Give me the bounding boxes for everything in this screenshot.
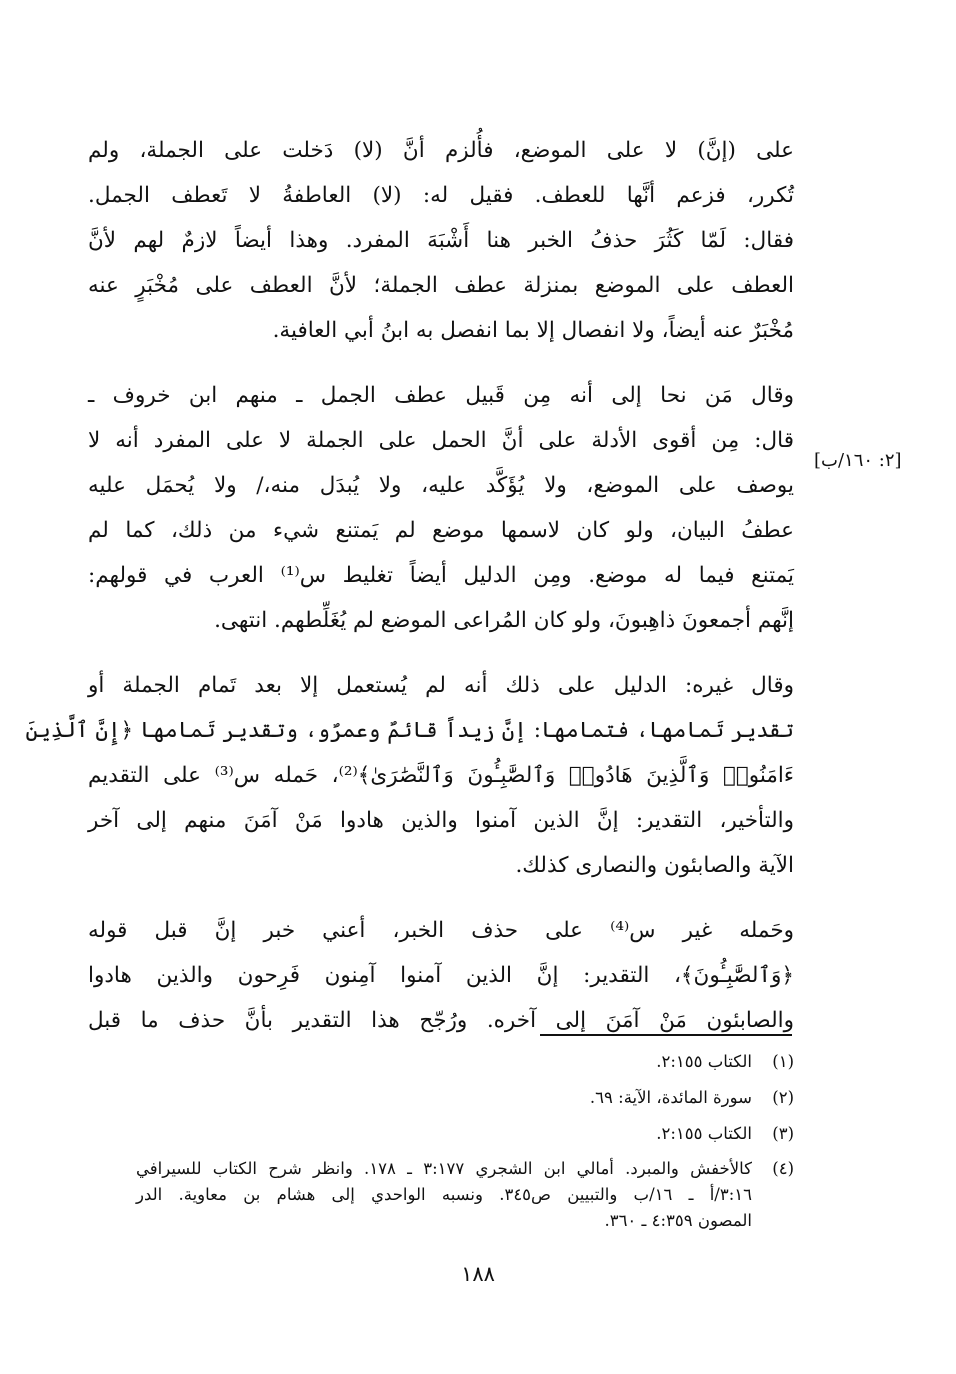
footnote-text: كالأخفش والمبرد. أمالي ابن الشجري ٣:١٧٧ ـ ١٧٨. وانظر شرح الكتاب للسيرافي [136, 1159, 752, 1178]
text-line: فقال: لَمّا كَثُرَ حذفُ الخبر هنا أَشْبَهَ المفرد. وهذا أيضاً لازمٌ لهم لأنَّ [88, 228, 794, 253]
text-line: ءَامَنُوا۟ وَٱلَّذِينَ هَادُوا۟ وَٱلصَّٰبِـُٔونَ وَٱلنَّصَٰرَىٰ﴾⁽²⁾، حَمله س⁽³⁾ على التقديم [88, 763, 794, 788]
text-line: تُكرر، فزعم أنَّها للعطف. فقيل له: (لا) العاطفةُ لا تَعطف الجمل. [88, 183, 794, 208]
text-line: العطف على الموضع بمنزلة عطف الجملة؛ لأنَّ العطف على مُخْبَرٍ عنه [88, 273, 794, 298]
footnote [136, 1116, 794, 1152]
footnote [136, 1044, 794, 1080]
text-line: مُخْبَرٌ عنه أيضاً، ولا انفصال إلا بما انفصل به ابنُ أبي العافية. [272, 318, 794, 343]
paragraph-4 [88, 908, 794, 1043]
footnote [136, 1080, 794, 1116]
footnote-text: المصون ٤:٣٥٩ ـ ٣٦٠. [604, 1211, 752, 1230]
footnote-divider [540, 1034, 792, 1036]
paragraph-1 [88, 128, 794, 353]
text-line: قال: مِن أقوى الأدلة على أنَّ الحمل على الجملة لا على المفرد أنه لا [88, 428, 794, 453]
footnote-number: (٣) [772, 1124, 794, 1143]
margin-folio-reference: [٢: ١٦٠/ب] [814, 450, 902, 471]
footnote-number: (١) [772, 1052, 794, 1071]
footnote-text: الكتاب ٢:١٥٥. [656, 1124, 752, 1143]
main-text [25, 128, 795, 1043]
text-line: على (إنَّ) لا على الموضع، فأُلزم أنَّ (لا) دَخلت على الجملة، ولم [88, 138, 794, 163]
text-line: تقدير تَمامها، فتمامها: إنَّ زيداً قائمٌ وعمرٌو، وتقدير تَمامها ﴿إِنَّ ٱلَّذِينَ [25, 718, 794, 743]
footnotes [136, 1044, 794, 1234]
footnote-text: ٣:١٦/أ ـ ١٦/ب والتبيين ص٣٤٥. ونسبه الواحدي إلى هشام بن معاوية. الدر [136, 1185, 752, 1204]
page-number: ١٨٨ [461, 1262, 495, 1286]
text-line: يوصف على الموضع، ولا يُؤَكَّد عليه، ولا يُبدَل منه،/ ولا يُحمَل عليه [88, 473, 794, 498]
footnote-number: (٢) [772, 1088, 794, 1107]
text-line: ﴿وَٱلصَّٰبِـُٔونَ﴾، التقدير: إنَّ الذين آمنوا آمِنون فَرِحون والذين هادوا [88, 963, 794, 988]
text-line: إنَّهم أجمعونَ ذاهِبونَ، ولو كان المُراعى الموضع لم يُغَلِّطهم. انتهى. [214, 608, 794, 633]
footnote-text: سورة المائدة، الآية: ٦٩. [589, 1088, 752, 1107]
text-line: وحَمله غير س⁽⁴⁾ على حذف الخبر، أعني خبر إنَّ قبل قوله [88, 918, 795, 943]
text-line: وقال غيره: الدليل على ذلك أنه لم يُستعمل إلا بعد تَمام الجملة أو [88, 673, 794, 698]
footnote-text: الكتاب ٢:١٥٥. [656, 1052, 752, 1071]
text-line: عطفُ البيان، ولو كان لاسمها موضع لم يَمتنع شيء من ذلك، كما لم [88, 518, 794, 543]
text-line: وقال مَن نحا إلى أنه مِن قَبيل عطف الجمل ـ منهم ابن خروف ـ [88, 383, 794, 408]
text-line: والتأخير، التقدير: إنَّ الذين آمنوا والذين هادوا مَنْ آمَنَ منهم إلى آخر [88, 808, 794, 833]
paragraph-2 [88, 373, 794, 643]
text-line: الآية والصابئون والنصارى كذلك. [515, 853, 794, 878]
text-line: يَمتنع فيما له موضع. ومِن الدليل أيضاً تغليط س⁽¹⁾ العرب في قولهم: [88, 563, 794, 588]
paragraph-3 [25, 663, 794, 888]
footnote [136, 1156, 794, 1234]
text-line: والصابئون مَنْ آمَنَ إلى آخره. ورُجّح هذا التقدير بأنَّ حذف ما قبل [88, 1008, 794, 1033]
footnote-number: (٤) [772, 1159, 794, 1178]
